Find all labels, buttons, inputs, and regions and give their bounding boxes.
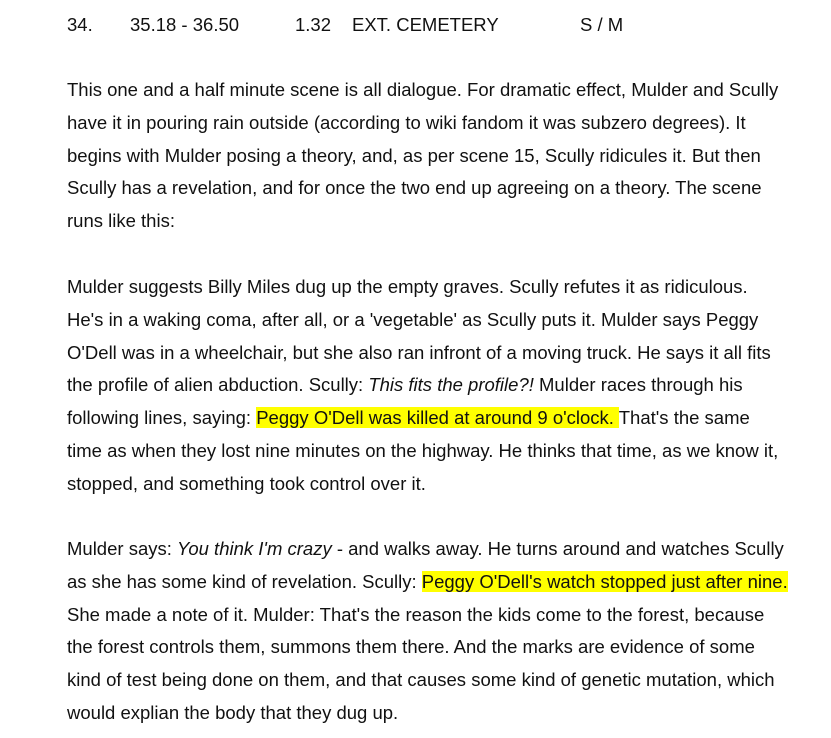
paragraph-mulder-theory-text-3: That's the same time as when they lost nine minutes on the highway. He thinks that time, as we know it, stopped, and something took control over it. [67,407,779,494]
paragraph-intro-text: This one and a half minute scene is all dialogue. For dramatic effect, Mulder and Scully have it in pouring rain outside (according to wiki fandom it was subzero degrees). It begins with Mulder posing a theory, and, as per scene 15, Scully ridicules it. But then Scully has a revelation, and for once the two end up agreeing on a theory. The scene runs like this: [67,79,779,232]
scene-characters: S / M [580,14,624,35]
scene-timecode: 35.18 - 36.50 [130,14,240,35]
paragraph-scully-revelation [67,533,789,730]
highlight-peggy-killed: Peggy O'Dell was killed at around 9 o'clock. [256,407,619,429]
paragraph-scully-revelation-text-1: Mulder says: [67,538,178,559]
paragraph-mulder-theory-text-2: Mulder races through his following lines, saying: [67,374,743,429]
paragraph-mulder-theory [67,271,789,501]
scully-quote-italic: This fits the profile?! [368,374,534,396]
scene-number: 34. [67,14,93,35]
mulder-quote-italic: You think I'm crazy [177,538,332,559]
paragraph-intro [67,74,789,238]
scene-location: EXT. CEMETERY [352,14,499,35]
paragraph-scully-revelation-text-3: She made a note of it. Mulder: That's the reason the kids come to the forest, because the forest controls them, summons them there. And the marks are evidence of some kind of test being done on them, and that causes some kind of genetic mutation, which would explian the body that they dug up. [67,603,775,723]
scene-duration: 1.32 [295,14,332,35]
paragraph-scully-revelation-text-2: - and walks away. He turns around and watches Scully as she has some kind of revelation. Scully: [67,538,784,592]
highlight-watch-stopped: Peggy O'Dell's watch stopped just after nine. [421,570,788,592]
paragraph-mulder-theory-text-1: Mulder suggests Billy Miles dug up the empty graves. Scully refutes it as ridiculous. He's in a waking coma, after all, or a 'vegetable' as Scully puts it. Mulder says Peggy O'Dell was in a wheelchair, but she also ran infront of a moving truck. He says it all fits the profile of alien abduction. Scully: [67,276,771,396]
